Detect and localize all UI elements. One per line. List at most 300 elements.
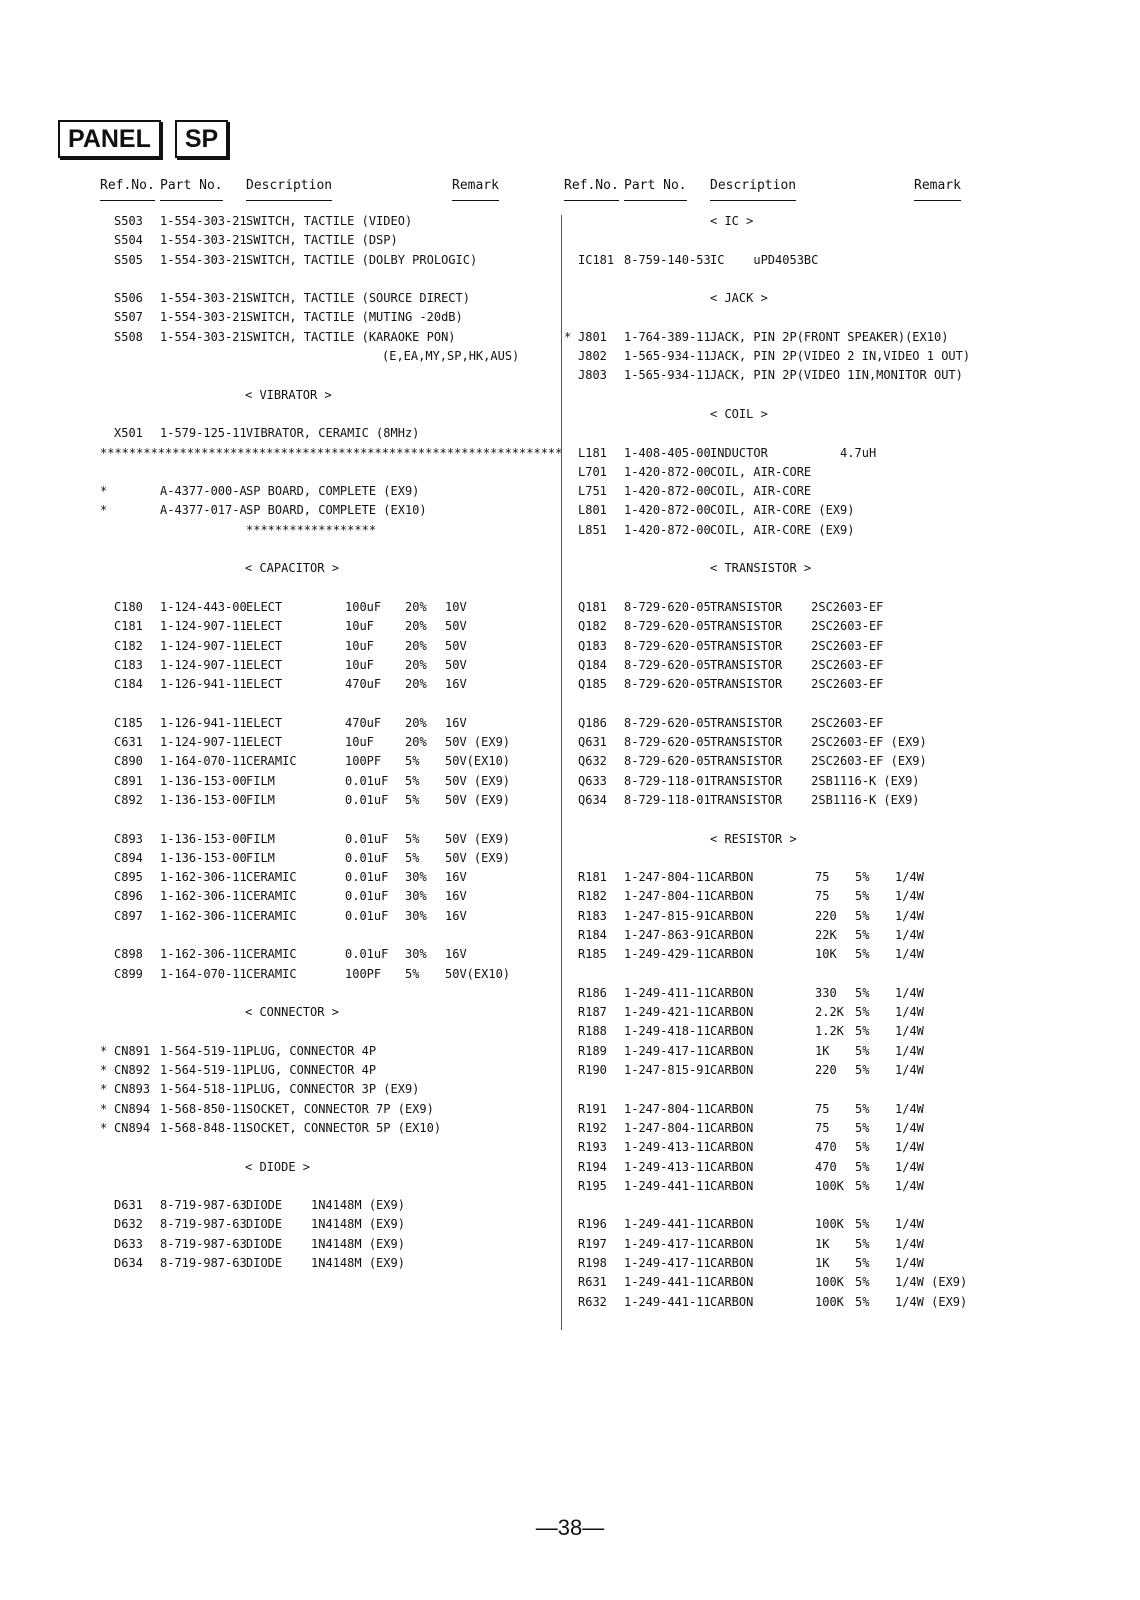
part-row bbox=[570, 1119, 990, 1138]
ref-no: R183 bbox=[578, 908, 607, 923]
part-row bbox=[570, 1293, 990, 1312]
value: 22K bbox=[815, 927, 837, 942]
rating: 1/4W (EX9) bbox=[895, 1275, 968, 1290]
value: 470 bbox=[815, 1159, 837, 1174]
value: 220 bbox=[815, 1063, 837, 1078]
part-row bbox=[100, 482, 520, 501]
part-row bbox=[570, 772, 990, 791]
ref-no: J801 bbox=[578, 329, 607, 344]
part-row bbox=[100, 1235, 520, 1254]
rating: 50V (EX9) bbox=[445, 831, 511, 846]
part-row bbox=[100, 675, 520, 694]
description: SP BOARD, COMPLETE (EX9) bbox=[246, 484, 420, 499]
underline-stars bbox=[100, 521, 520, 540]
part-row bbox=[570, 907, 990, 926]
part-no: 1-249-429-11 bbox=[624, 947, 711, 962]
section-tabs bbox=[58, 120, 228, 158]
ref-no: C181 bbox=[114, 619, 143, 634]
ref-no: S507 bbox=[114, 310, 143, 325]
ref-no: C180 bbox=[114, 599, 143, 614]
part-row bbox=[100, 849, 520, 868]
part-row bbox=[100, 907, 520, 926]
part-no: 8-729-620-05 bbox=[624, 735, 711, 750]
page-number: —38— bbox=[535, 1515, 605, 1540]
right-parts-column bbox=[564, 174, 990, 1312]
part-row bbox=[100, 1254, 520, 1273]
part-no: A-4377-017-A bbox=[160, 503, 247, 518]
value: 0.01uF bbox=[345, 889, 389, 904]
tolerance: 20% bbox=[405, 715, 427, 730]
value: 75 bbox=[815, 889, 830, 904]
section-heading bbox=[100, 1003, 520, 1022]
part-type: CARBON bbox=[710, 889, 754, 904]
part-no: 1-554-303-21 bbox=[160, 310, 247, 325]
value: 10K bbox=[815, 947, 837, 962]
part-row bbox=[570, 1235, 990, 1254]
part-no: 1-249-441-11 bbox=[624, 1178, 711, 1193]
star-marker: * bbox=[100, 1063, 108, 1078]
part-no: 1-420-872-00 bbox=[624, 464, 711, 479]
value: 0.01uF bbox=[345, 831, 389, 846]
tolerance: 5% bbox=[855, 1063, 870, 1078]
part-no: 8-729-620-05 bbox=[624, 754, 711, 769]
rating: 1/4W bbox=[895, 889, 924, 904]
value: 100K bbox=[815, 1217, 844, 1232]
part-type: ELECT bbox=[246, 715, 283, 730]
ref-no: R192 bbox=[578, 1120, 607, 1135]
part-no: 1-124-443-00 bbox=[160, 599, 247, 614]
left-parts-column bbox=[100, 174, 563, 1273]
ref-no: Q631 bbox=[578, 735, 607, 750]
part-no: 1-249-417-11 bbox=[624, 1256, 711, 1271]
value: 470uF bbox=[345, 677, 382, 692]
part-no: 8-729-620-05 bbox=[624, 599, 711, 614]
part-row bbox=[570, 1215, 990, 1234]
rating: 50V (EX9) bbox=[445, 850, 511, 865]
tolerance: 5% bbox=[855, 870, 870, 885]
part-row bbox=[100, 1100, 520, 1119]
ref-no: Q181 bbox=[578, 599, 607, 614]
region-note: (E,EA,MY,SP,HK,AUS) bbox=[382, 349, 520, 364]
row-gap bbox=[570, 270, 990, 289]
part-type: FILM bbox=[246, 850, 275, 865]
tolerance: 20% bbox=[405, 619, 427, 634]
row-gap bbox=[100, 463, 520, 482]
ref-no: CN891 bbox=[114, 1043, 151, 1058]
value: 0.01uF bbox=[345, 850, 389, 865]
description: IC uPD4053BC bbox=[710, 252, 819, 267]
part-no: 1-136-153-00 bbox=[160, 773, 247, 788]
section-title: < DIODE > bbox=[245, 1159, 311, 1174]
header-remark: Remark bbox=[914, 178, 961, 193]
section-heading bbox=[100, 386, 520, 405]
part-row bbox=[570, 617, 990, 636]
description: JACK, PIN 2P(VIDEO 1IN,MONITOR OUT) bbox=[710, 368, 963, 383]
rating: 50V (EX9) bbox=[445, 792, 511, 807]
value: 330 bbox=[815, 985, 837, 1000]
rating: 1/4W bbox=[895, 870, 924, 885]
tolerance: 5% bbox=[855, 1275, 870, 1290]
row-gap bbox=[100, 1177, 520, 1196]
part-no: 1-554-303-21 bbox=[160, 233, 247, 248]
part-no: 8-719-987-63 bbox=[160, 1198, 247, 1213]
ref-no: Q633 bbox=[578, 773, 607, 788]
part-row bbox=[570, 598, 990, 617]
tolerance: 20% bbox=[405, 657, 427, 672]
part-no: 1-249-441-11 bbox=[624, 1275, 711, 1290]
part-type: CERAMIC bbox=[246, 870, 297, 885]
ref-no: R194 bbox=[578, 1159, 607, 1174]
part-type: CARBON bbox=[710, 908, 754, 923]
rating: 50V bbox=[445, 657, 467, 672]
header-description: Description bbox=[246, 178, 333, 193]
part-row bbox=[100, 1215, 520, 1234]
header-remark: Remark bbox=[452, 178, 499, 193]
part-row bbox=[100, 598, 520, 617]
row-gap bbox=[100, 984, 520, 1003]
row-gap bbox=[100, 1022, 520, 1041]
part-row bbox=[100, 656, 520, 675]
description: SP BOARD, COMPLETE (EX10) bbox=[246, 503, 427, 518]
tolerance: 5% bbox=[855, 1159, 870, 1174]
part-row bbox=[570, 347, 990, 366]
row-gap bbox=[100, 694, 520, 713]
part-no: 1-420-872-00 bbox=[624, 484, 711, 499]
description: DIODE 1N4148M (EX9) bbox=[246, 1236, 405, 1251]
tolerance: 5% bbox=[855, 1217, 870, 1232]
value: 1K bbox=[815, 1043, 830, 1058]
row-gap bbox=[570, 849, 990, 868]
part-no: 1-124-907-11 bbox=[160, 638, 247, 653]
part-no: 1-249-421-11 bbox=[624, 1005, 711, 1020]
part-row bbox=[570, 1022, 990, 1041]
value: 0.01uF bbox=[345, 908, 389, 923]
part-type: CERAMIC bbox=[246, 754, 297, 769]
tolerance: 5% bbox=[855, 1120, 870, 1135]
section-heading bbox=[570, 405, 990, 424]
part-no: 1-247-804-11 bbox=[624, 889, 711, 904]
part-row bbox=[100, 733, 520, 752]
part-no: 1-764-389-11 bbox=[624, 329, 711, 344]
tolerance: 20% bbox=[405, 677, 427, 692]
description: SWITCH, TACTILE (VIDEO) bbox=[246, 214, 413, 228]
part-row bbox=[570, 501, 990, 520]
ref-no: C897 bbox=[114, 908, 143, 923]
description: TRANSISTOR 2SB1116-K (EX9) bbox=[710, 773, 920, 788]
right-parts-list bbox=[564, 212, 990, 1312]
ref-no: Q632 bbox=[578, 754, 607, 769]
part-type: CARBON bbox=[710, 927, 754, 942]
tolerance: 20% bbox=[405, 638, 427, 653]
row-gap bbox=[100, 540, 520, 559]
part-row bbox=[570, 1061, 990, 1080]
tolerance: 30% bbox=[405, 947, 427, 962]
ref-no: C898 bbox=[114, 947, 143, 962]
ref-no: R187 bbox=[578, 1005, 607, 1020]
part-row bbox=[100, 965, 520, 984]
description: SWITCH, TACTILE (SOURCE DIRECT) bbox=[246, 291, 470, 306]
part-no: 1-564-518-11 bbox=[160, 1082, 247, 1097]
part-no: 1-249-441-11 bbox=[624, 1217, 711, 1232]
part-row bbox=[100, 1042, 520, 1061]
rating: 1/4W bbox=[895, 1159, 924, 1174]
ref-no: J803 bbox=[578, 368, 607, 383]
part-no: 1-136-153-00 bbox=[160, 831, 247, 846]
separator-text: **************************************************************** bbox=[100, 445, 563, 460]
tolerance: 5% bbox=[855, 947, 870, 962]
tolerance: 5% bbox=[855, 1005, 870, 1020]
rating: 1/4W bbox=[895, 1043, 924, 1058]
part-row bbox=[570, 733, 990, 752]
rating: 16V bbox=[445, 947, 467, 962]
rating: 50V(EX10) bbox=[445, 754, 511, 769]
note-row bbox=[100, 347, 520, 366]
part-type: CARBON bbox=[710, 1024, 754, 1039]
part-no: 1-249-411-11 bbox=[624, 985, 711, 1000]
section-heading bbox=[570, 212, 990, 231]
part-no: 1-124-907-11 bbox=[160, 657, 247, 672]
part-no: 1-247-863-91 bbox=[624, 927, 711, 942]
header-description: Description bbox=[710, 178, 797, 193]
ref-no: R184 bbox=[578, 927, 607, 942]
description: DIODE 1N4148M (EX9) bbox=[246, 1256, 405, 1271]
part-no: 1-249-413-11 bbox=[624, 1159, 711, 1174]
part-row bbox=[570, 656, 990, 675]
row-gap bbox=[570, 540, 990, 559]
part-row bbox=[100, 752, 520, 771]
part-no: 1-249-441-11 bbox=[624, 1294, 711, 1309]
value: 2.2K bbox=[815, 1005, 844, 1020]
star-marker: * bbox=[100, 503, 108, 518]
description: COIL, AIR-CORE bbox=[710, 464, 812, 479]
part-type: ELECT bbox=[246, 638, 283, 653]
part-row bbox=[100, 868, 520, 887]
row-gap bbox=[100, 366, 520, 385]
value: 75 bbox=[815, 1101, 830, 1116]
ref-no: R196 bbox=[578, 1217, 607, 1232]
tab-panel: PANEL bbox=[58, 120, 161, 158]
ref-no: D633 bbox=[114, 1236, 143, 1251]
part-row bbox=[570, 984, 990, 1003]
description: PLUG, CONNECTOR 4P bbox=[246, 1043, 377, 1058]
part-row bbox=[100, 1080, 520, 1099]
part-type: CARBON bbox=[710, 1043, 754, 1058]
ref-no: R198 bbox=[578, 1256, 607, 1271]
ref-no: C894 bbox=[114, 850, 143, 865]
tolerance: 5% bbox=[855, 1043, 870, 1058]
tolerance: 20% bbox=[405, 599, 427, 614]
value: 100K bbox=[815, 1275, 844, 1290]
ref-no: L851 bbox=[578, 522, 607, 537]
description: TRANSISTOR 2SC2603-EF bbox=[710, 657, 884, 672]
part-row bbox=[570, 1003, 990, 1022]
row-gap bbox=[570, 694, 990, 713]
part-row bbox=[100, 617, 520, 636]
value: 100K bbox=[815, 1178, 844, 1193]
tolerance: 5% bbox=[855, 1101, 870, 1116]
part-row bbox=[100, 212, 520, 231]
ref-no: L751 bbox=[578, 484, 607, 499]
part-type: CARBON bbox=[710, 1236, 754, 1251]
section-heading bbox=[570, 559, 990, 578]
part-no: 1-554-303-21 bbox=[160, 214, 247, 228]
description: SWITCH, TACTILE (MUTING -20dB) bbox=[246, 310, 463, 325]
ref-no: CN893 bbox=[114, 1082, 151, 1097]
description: JACK, PIN 2P(VIDEO 2 IN,VIDEO 1 OUT) bbox=[710, 349, 971, 364]
ref-no: D632 bbox=[114, 1217, 143, 1232]
part-row bbox=[570, 463, 990, 482]
part-no: 1-247-804-11 bbox=[624, 870, 711, 885]
part-type: FILM bbox=[246, 792, 275, 807]
part-row bbox=[100, 1196, 520, 1215]
value: 100PF bbox=[345, 754, 382, 769]
value: 470uF bbox=[345, 715, 382, 730]
tab-sp: SP bbox=[175, 120, 228, 158]
part-no: 8-729-620-05 bbox=[624, 715, 711, 730]
ref-no: R190 bbox=[578, 1063, 607, 1078]
ref-no: R191 bbox=[578, 1101, 607, 1116]
rating: 1/4W bbox=[895, 1140, 924, 1155]
part-row bbox=[570, 1254, 990, 1273]
part-no: 1-136-153-00 bbox=[160, 850, 247, 865]
part-row bbox=[570, 926, 990, 945]
ref-no: C184 bbox=[114, 677, 143, 692]
row-gap bbox=[100, 1138, 520, 1157]
part-no: 1-420-872-00 bbox=[624, 503, 711, 518]
ref-no: S505 bbox=[114, 252, 143, 267]
ref-no: C890 bbox=[114, 754, 143, 769]
part-row bbox=[570, 887, 990, 906]
description: COIL, AIR-CORE (EX9) bbox=[710, 522, 855, 537]
part-row bbox=[100, 308, 520, 327]
ref-no: R631 bbox=[578, 1275, 607, 1290]
rating: 1/4W bbox=[895, 1256, 924, 1271]
description: TRANSISTOR 2SC2603-EF bbox=[710, 715, 884, 730]
part-row bbox=[564, 328, 990, 347]
ref-no: R632 bbox=[578, 1294, 607, 1309]
ref-no: R188 bbox=[578, 1024, 607, 1039]
ref-no: C896 bbox=[114, 889, 143, 904]
ref-no: Q185 bbox=[578, 677, 607, 692]
part-no: 1-554-303-21 bbox=[160, 329, 247, 344]
part-type: CARBON bbox=[710, 1294, 754, 1309]
part-no: 1-247-815-91 bbox=[624, 908, 711, 923]
description: TRANSISTOR 2SC2603-EF bbox=[710, 599, 884, 614]
rating: 1/4W bbox=[895, 1217, 924, 1232]
description: TRANSISTOR 2SC2603-EF bbox=[710, 677, 884, 692]
part-no: 1-124-907-11 bbox=[160, 619, 247, 634]
ref-no: Q184 bbox=[578, 657, 607, 672]
part-no: 1-124-907-11 bbox=[160, 735, 247, 750]
value: 10uF bbox=[345, 735, 374, 750]
part-row bbox=[570, 1138, 990, 1157]
ref-no: C182 bbox=[114, 638, 143, 653]
column-divider bbox=[561, 215, 562, 1330]
part-no: 8-729-620-05 bbox=[624, 638, 711, 653]
tolerance: 30% bbox=[405, 908, 427, 923]
value: 0.01uF bbox=[345, 947, 389, 962]
ref-no: Q183 bbox=[578, 638, 607, 653]
part-row bbox=[570, 1158, 990, 1177]
description: PLUG, CONNECTOR 4P bbox=[246, 1063, 377, 1078]
rating: 1/4W bbox=[895, 1101, 924, 1116]
part-no: 8-759-140-53 bbox=[624, 252, 711, 267]
header-ref: Ref.No. bbox=[564, 178, 619, 193]
tolerance: 5% bbox=[855, 1178, 870, 1193]
rating: 1/4W bbox=[895, 1178, 924, 1193]
value: 470 bbox=[815, 1140, 837, 1155]
tolerance: 5% bbox=[855, 985, 870, 1000]
rating: 16V bbox=[445, 870, 467, 885]
part-no: 8-729-118-01 bbox=[624, 792, 711, 807]
part-type: CARBON bbox=[710, 1063, 754, 1078]
description: TRANSISTOR 2SC2603-EF (EX9) bbox=[710, 754, 927, 769]
part-type: CERAMIC bbox=[246, 947, 297, 962]
part-row bbox=[570, 444, 990, 463]
part-no: 1-249-413-11 bbox=[624, 1140, 711, 1155]
part-type: CARBON bbox=[710, 1140, 754, 1155]
part-row bbox=[570, 945, 990, 964]
part-type: CARBON bbox=[710, 1275, 754, 1290]
description: INDUCTOR 4.7uH bbox=[710, 445, 877, 460]
row-gap bbox=[570, 810, 990, 829]
ref-no: C185 bbox=[114, 715, 143, 730]
ref-no: S504 bbox=[114, 233, 143, 248]
rating: 1/4W (EX9) bbox=[895, 1294, 968, 1309]
section-title: < TRANSISTOR > bbox=[710, 561, 812, 576]
part-type: ELECT bbox=[246, 619, 283, 634]
rating: 50V(EX10) bbox=[445, 966, 511, 981]
rating: 16V bbox=[445, 908, 467, 923]
part-row bbox=[570, 366, 990, 385]
part-no: 1-247-804-11 bbox=[624, 1120, 711, 1135]
tolerance: 5% bbox=[405, 831, 420, 846]
ref-no: C631 bbox=[114, 735, 143, 750]
ref-no: R195 bbox=[578, 1178, 607, 1193]
part-row bbox=[570, 1273, 990, 1292]
separator-text: ****************** bbox=[246, 522, 377, 537]
ref-no: R193 bbox=[578, 1140, 607, 1155]
column-header bbox=[100, 174, 520, 212]
part-no: 1-126-941-11 bbox=[160, 715, 247, 730]
part-row bbox=[570, 482, 990, 501]
rating: 1/4W bbox=[895, 985, 924, 1000]
part-no: 1-162-306-11 bbox=[160, 889, 247, 904]
value: 1.2K bbox=[815, 1024, 844, 1039]
row-gap bbox=[100, 579, 520, 598]
ref-no: L801 bbox=[578, 503, 607, 518]
section-title: < CONNECTOR > bbox=[245, 1005, 339, 1020]
tolerance: 30% bbox=[405, 870, 427, 885]
part-row bbox=[100, 231, 520, 250]
tolerance: 5% bbox=[855, 1236, 870, 1251]
rating: 16V bbox=[445, 677, 467, 692]
row-gap bbox=[570, 1080, 990, 1099]
part-row bbox=[570, 1177, 990, 1196]
tolerance: 5% bbox=[405, 850, 420, 865]
ref-no: CN894 bbox=[114, 1101, 151, 1116]
part-no: 1-554-303-21 bbox=[160, 291, 247, 306]
description: SWITCH, TACTILE (KARAOKE PON) bbox=[246, 329, 456, 344]
description: COIL, AIR-CORE bbox=[710, 484, 812, 499]
part-no: 8-719-987-63 bbox=[160, 1236, 247, 1251]
description: TRANSISTOR 2SC2603-EF bbox=[710, 638, 884, 653]
part-row bbox=[570, 637, 990, 656]
part-no: 1-162-306-11 bbox=[160, 870, 247, 885]
rating: 1/4W bbox=[895, 1236, 924, 1251]
part-type: CARBON bbox=[710, 1256, 754, 1271]
part-row bbox=[100, 501, 520, 520]
